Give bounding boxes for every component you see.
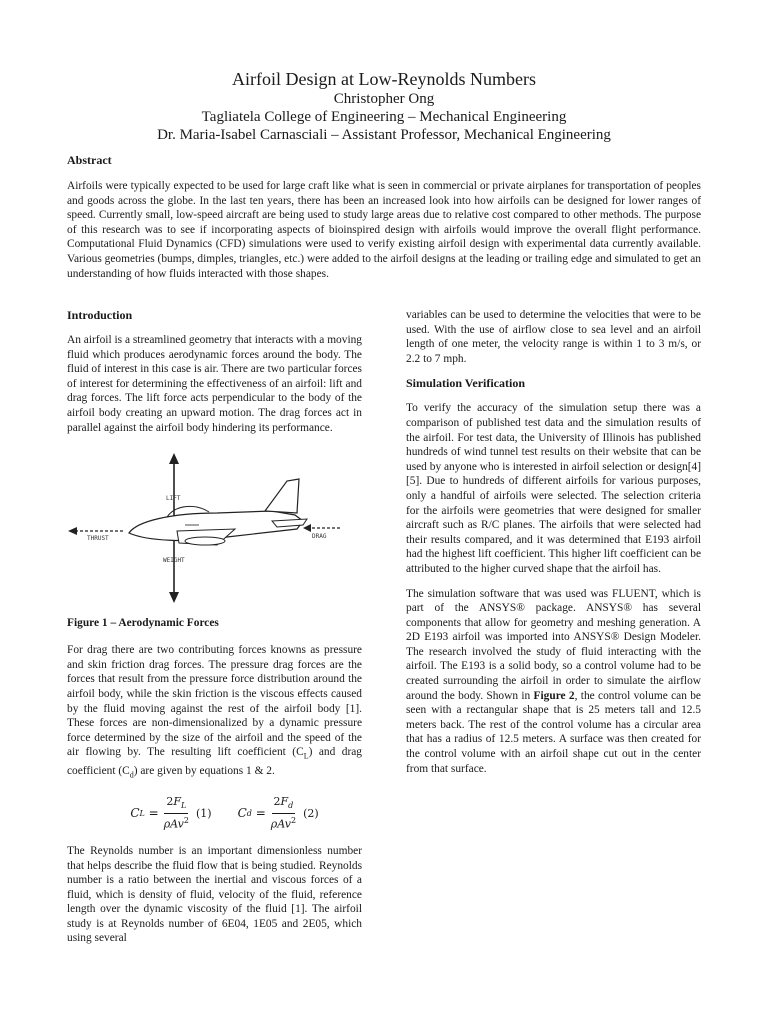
abstract-heading: Abstract: [67, 153, 112, 167]
aerodynamic-forces-figure: [67, 449, 362, 607]
abstract-text: Airfoils were typically expected to be used for large craft like what is seen in commercial or private airplanes for transportation of peoples and goods across the globe. In the last ten years, there has been an increased look into how airfoils can be designed for lower ranges of speed. Currently small, low-speed aircraft are being used to study large areas due to relative cost compared to other methods. The purpose of this research was to see if incorporating aspects of bioinspired design with airfoils would improve the overall flight performance. Computational Fluid Dynamics (CFD) simulations were used to verify existing airfoil design with experimental data currently available. Various geometries (bumps, dimples, triangles, etc.) were added to the airfoil designs at the leading or trailing edge and simulated to get an understanding of how fluids interacted with those shapes.: [67, 180, 701, 280]
velocity-paragraph: variables can be used to determine the velocities that were to be used. With the use of airflow close to sea level and an airfoil length of one meter, the velocity range is within 1 to 3 m/s, or 2.2 to 7 mph.: [406, 309, 701, 365]
left-column: [67, 308, 362, 946]
intro-paragraph-2: For drag there are two contributing forces knowns as pressure and skin friction drag forces. The pressure drag forces are the forces that result from the pressure force distribution around the airfoil body, while the skin friction is the viscous effects caused by the fluid moving against the rest of the airfoil body [1]. These forces are non-dimensionalized by a dynamic pressure force determined by the size of the airfoil and the speed of the air flowing by. The resulting lift coefficient $(C_L)$ and drag coefficient $(C_d)$ are given by equations 1 & 2.: [67, 644, 362, 780]
intro-paragraph-1: An airfoil is a streamlined geometry that interacts with a moving fluid which produces aerodynamic forces around the body. The fluid of interest in this case is air. There are two particular forces of interest for determining the effectiveness of an airfoil: lift and drag forces. The lift force acts perpendicular to the body of the airfoil body creating an upward motion. The drag forces act in parallel against the airfoil body hindering its performance.: [67, 334, 362, 434]
advisor: Dr. Maria-Isabel Carnasciali – Assistant Professor, Mechanical Engineering: [157, 127, 611, 143]
simulation-verification-heading: Simulation Verification: [406, 376, 526, 391]
drag-coefficient-equation: C d = $\frac{2F_d}{\rho Av^2}$ (2): [237, 795, 319, 831]
simulation-paragraph-1: To verify the accuracy of the simulation setup there was a comparison of published test data and the simulation results of the airfoil. For test data, the University of Illinois has published hundreds of wind tunnel test results on their website that can be used by anyone who is interested in airfoil selection or design[4][5]. Due to hundreds of different airfoils for various purposes, only a handful of airfoils were selected. The selection criteria for the airfoils were geometries that were designed for smaller aircraft such as R/C planes. The airfoils that were selected had their results compared, and it was determined that E193 airfoil had the highest lift coefficient. This higher lift coefficient can be attributed to the higher curved shape that the airfoil has.: [406, 402, 701, 575]
right-column: [406, 308, 701, 776]
thrust-label: THRUST: [87, 535, 109, 543]
drag-label: DRAG: [312, 533, 327, 541]
airplane-diagram: [67, 449, 362, 607]
equations: [87, 795, 362, 832]
introduction-heading: Introduction: [67, 308, 133, 322]
intro-paragraph-3: The Reynolds number is an important dimensionless number that helps describe the fluid flow that is being studied. Reynolds number is a ratio between the inertial and viscous forces of a fluid, which is density of fluid, velocity of the fluid, reference length over the dynamic viscosity of the fluid [1]. The airfoil study is at Reynolds number of 6E04, 1E05 and 2E05, which using several: [67, 844, 362, 945]
equation-1-number: (1): [196, 806, 212, 820]
figure-1-caption: Figure 1 – Aerodynamic Forces: [67, 617, 219, 630]
equation-2-number: (2): [303, 806, 319, 820]
lift-label: LIFT: [166, 495, 181, 503]
paper-header: [0, 68, 768, 144]
author-name: Christopher Ong: [333, 91, 435, 107]
weight-label: WEIGHT: [163, 557, 185, 565]
paper-title: Airfoil Design at Low-Reynolds Numbers: [232, 69, 536, 89]
affiliation: Tagliatela College of Engineering – Mechanical Engineering: [201, 109, 567, 125]
lift-coefficient-equation: C L = $\frac{2F_L}{\rho Av^2}$ (1): [130, 795, 212, 831]
simulation-paragraph-2: The simulation software that was used was FLUENT, which is part of the ANSYS® package. ANSYS® has several components that allow for geometry and meshing generation. A 2D E193 airfoil was imported into ANSYS® Design Modeler. The research involved the study of fluid interacting with the airfoil. The E193 is a solid body, so a control volume had to be created surrounding the airfoil in order to simulate the airflow around the body. Shown in Figure 2, the control volume can be seen with a rectangular shape that is 25 meters tall and 12.5 meters back. The rest of the control volume has a circular area that has a radius of 12.5 meters. A surface was then created for the control volume with an airfoil shape cut out in the center from that surface.: [406, 587, 701, 775]
